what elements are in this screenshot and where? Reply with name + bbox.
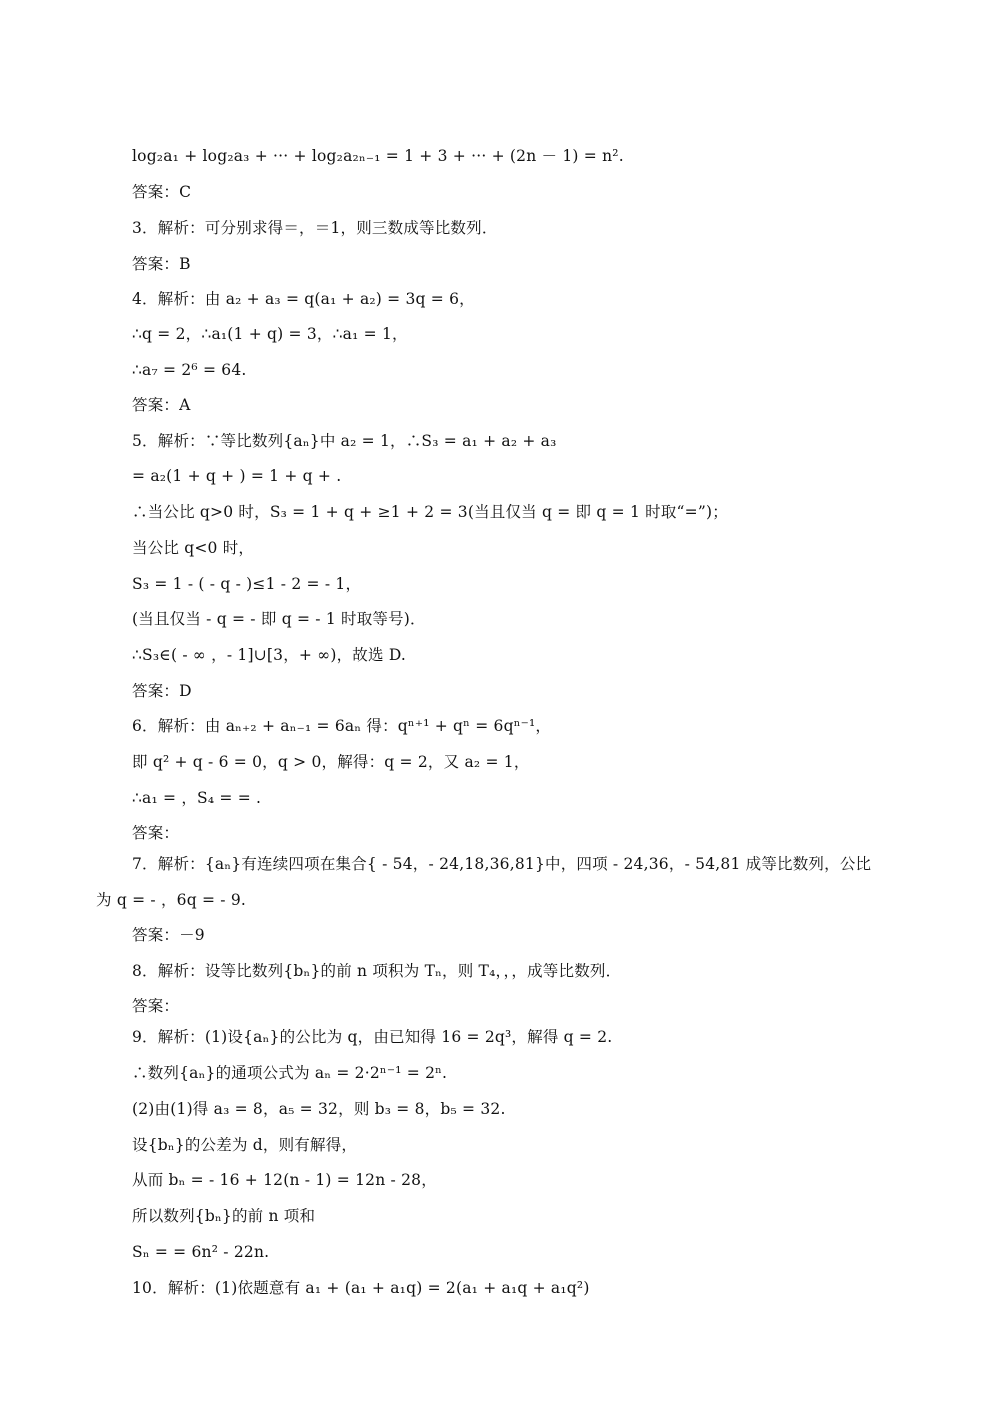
- text-line-32: Sₙ = = 6n² - 22n.: [132, 1243, 270, 1261]
- text-line-11: ∴当公比 q>0 时，S₃ = 1 + q + ≥1 + 2 = 3(当且仅当 q = 即 q = 1 时取“=”)；: [132, 503, 728, 521]
- text-line-2: 答案：C: [132, 183, 192, 201]
- text-line-30: 从而 bₙ = - 16 + 12(n - 1) = 12n - 28，: [132, 1171, 437, 1189]
- text-line-12: 当公比 q<0 时，: [132, 539, 255, 557]
- text-line-20: 答案：: [132, 824, 180, 842]
- text-line-1: log₂a₁ + log₂a₃ + ··· + log₂a₂ₙ₋₁ = 1 + 3 + ··· + (2n － 1) = n².: [132, 147, 624, 165]
- text-line-27: ∴数列{aₙ}的通项公式为 aₙ = 2·2ⁿ⁻¹ = 2ⁿ.: [132, 1064, 448, 1082]
- text-line-10: = a₂(1 + q + ) = 1 + q + .: [132, 467, 342, 485]
- text-line-15: ∴S₃∈( - ∞ ，- 1]∪[3，+ ∞)，故选 D.: [132, 646, 407, 664]
- text-line-28: (2)由(1)得 a₃ = 8，a₅ = 32，则 b₃ = 8，b₅ = 32.: [132, 1100, 506, 1118]
- text-line-33: 10．解析：(1)依题意有 a₁ + (a₁ + a₁q) = 2(a₁ + a₁q + a₁q²): [132, 1279, 590, 1297]
- text-line-14: (当且仅当 - q = - 即 q = - 1 时取等号)．: [132, 610, 426, 628]
- text-line-4: 答案：B: [132, 255, 191, 273]
- text-line-7: ∴a₇ = 2⁶ = 64.: [132, 361, 247, 379]
- text-line-25: 答案：: [132, 997, 180, 1015]
- text-line-5: 4．解析：由 a₂ + a₃ = q(a₁ + a₂) = 3q = 6，: [132, 290, 475, 308]
- text-line-3: 3．解析：可分别求得＝，＝1，则三数成等比数列．: [132, 219, 498, 237]
- text-line-21: 7．解析：{aₙ}有连续四项在集合{ - 54，- 24,18,36,81}中，四项 - 24,36，- 54,81 成等比数列，公比: [132, 855, 872, 873]
- text-line-16: 答案：D: [132, 682, 192, 700]
- text-line-23: 答案：－9: [132, 926, 205, 944]
- text-line-19: ∴a₁ = ，S₄ = = .: [132, 789, 262, 807]
- text-line-22: 为 q = - ，6q = - 9.: [96, 891, 247, 909]
- text-line-8: 答案：A: [132, 396, 191, 414]
- text-line-26: 9．解析：(1)设{aₙ}的公比为 q，由已知得 16 = 2q³，解得 q = 2.: [132, 1028, 613, 1046]
- text-line-18: 即 q² + q - 6 = 0，q > 0，解得：q = 2，又 a₂ = 1，: [132, 753, 530, 771]
- text-line-17: 6．解析：由 aₙ₊₂ + aₙ₋₁ = 6aₙ 得：qⁿ⁺¹ + qⁿ = 6qⁿ⁻¹，: [132, 717, 552, 735]
- text-line-29: 设{bₙ}的公差为 d，则有解得，: [132, 1136, 358, 1154]
- text-line-6: ∴q = 2，∴a₁(1 + q) = 3，∴a₁ = 1，: [132, 325, 408, 343]
- text-line-13: S₃ = 1 - ( - q - )≤1 - 2 = - 1，: [132, 575, 362, 593]
- text-line-9: 5．解析：∵等比数列{aₙ}中 a₂ = 1，∴S₃ = a₁ + a₂ + a₃: [132, 432, 557, 450]
- text-line-24: 8．解析：设等比数列{bₙ}的前 n 项积为 Tₙ，则 T₄，，，成等比数列．: [132, 962, 622, 980]
- text-line-31: 所以数列{bₙ}的前 n 项和: [132, 1207, 316, 1225]
